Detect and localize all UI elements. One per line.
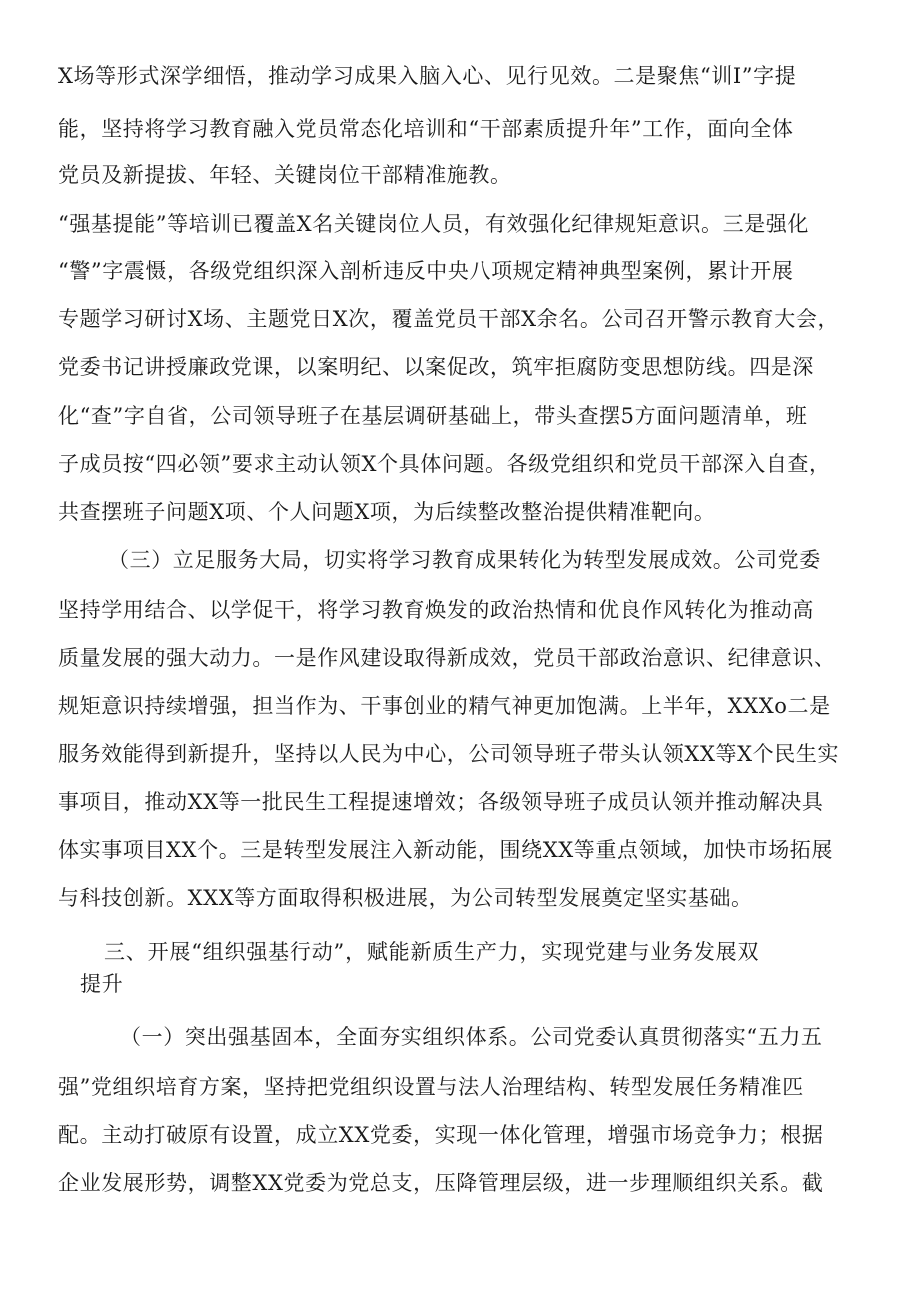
text-line: X场等形式深学细悟，推动学习成果入脑入心、见行见效。二是聚焦“训I”字提 [58, 64, 797, 88]
text-line: 强”党组织培育方案，坚持把党组织设置与法人治理结构、转型发展任务精准匹 [58, 1075, 804, 1099]
text-line: （一）突出强基固本，全面夯实组织体系。公司党委认真贯彻落实“五力五 [120, 1025, 823, 1049]
text-line: 配。主动打破原有设置，成立XX党委，实现一体化管理，增强市场竞争力；根据 [58, 1123, 824, 1147]
heading-line: 三、开展“组织强基行动”，赋能新质生产力，实现党建与业务发展双 [104, 940, 760, 964]
text-line: 与科技创新。XXX等方面取得积极进展，为公司转型发展奠定坚实基础。 [58, 886, 753, 910]
heading-line: 提升 [80, 972, 124, 996]
text-line: 共查摆班子问题X项、个人问题X项，为后续整改整治提供精准靶向。 [58, 500, 716, 524]
text-line: 子成员按“四必领”要求主动认领X个具体问题。各级党组织和党员干部深入自查， [58, 452, 831, 476]
text-line: 企业发展形势，调整XX党委为党总支，压降管理层级，进一步理顺组织关系。截 [58, 1171, 824, 1195]
text-line: 坚持学用结合、以学促干，将学习教育焕发的政治热情和优良作风转化为推动高 [58, 598, 814, 622]
text-line: 质量发展的强大动力。一是作风建设取得新成效，党员干部政治意识、纪律意识、 [58, 646, 836, 670]
text-line: “强基提能”等培训已覆盖X名关键岗位人员，有效强化纪律规矩意识。三是强化 [58, 212, 810, 236]
text-line: 党委书记讲授廉政党课，以案明纪、以案促改，筑牢拒腐防变思想防线。四是深 [58, 355, 814, 379]
text-line: 专题学习研讨X场、主题党日X次，覆盖党员干部X余名。公司召开警示教育大会， [58, 307, 840, 331]
text-line: 能，坚持将学习教育融入党员常态化培训和“干部素质提升年”工作，面向全体 [58, 117, 794, 141]
text-line: 服务效能得到新提升，坚持以人民为中心，公司领导班子带头认领XX等X个民生实 [58, 742, 840, 766]
text-line: 体实事项目XX个。三是转型发展注入新动能，围绕XX等重点领域，加快市场拓展 [58, 838, 833, 862]
text-line: 事项目，推动XX等一批民生工程提速增效；各级领导班子成员认领并推动解决具 [58, 790, 824, 814]
text-line: （三）立足服务大局，切实将学习教育成果转化为转型发展成效。公司党委 [108, 548, 821, 572]
text-line: 规矩意识持续增强，担当作为、干事创业的精气神更加饱满。上半年，XXXo二是 [58, 694, 831, 718]
text-line: “警”字震慑，各级党组织深入剖析违反中央八项规定精神典型案例，累计开展 [58, 259, 794, 283]
text-line: 化“查”字自省，公司领导班子在基层调研基础上，带头查摆5方面问题清单，班 [58, 404, 808, 428]
text-line: 党员及新提拔、年轻、关键岗位干部精准施教。 [58, 163, 512, 187]
